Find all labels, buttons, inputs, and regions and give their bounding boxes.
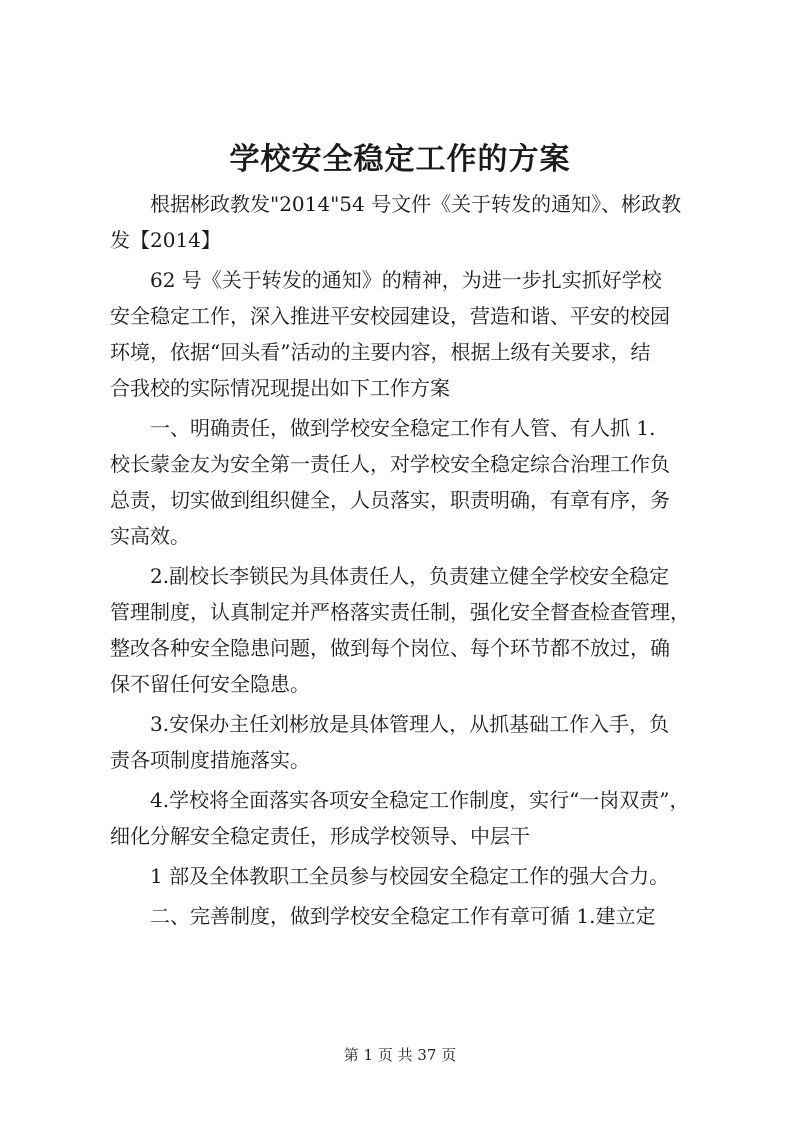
text-line: 发【2014】	[110, 228, 221, 252]
paragraph	[110, 782, 706, 854]
text-line: 3.安保办主任刘彬放是具体管理人，从抓基础工作入手，负	[150, 712, 670, 736]
page-number-footer: 第 1 页 共 37 页	[343, 1046, 457, 1064]
text-line: 责各项制度措施落实。	[110, 748, 310, 772]
text-line: 管理制度，认真制定并严格落实责任制，强化安全督查检查管理，	[110, 600, 690, 624]
text-line: 2.副校长李锁民为具体责任人，负责建立健全学校安全稳定	[150, 564, 670, 588]
paragraph	[110, 262, 706, 406]
text-line: 62 号《关于转发的通知》的精神，为进一步扎实抓好学校	[150, 268, 662, 292]
document-body	[110, 186, 706, 934]
paragraph	[110, 186, 706, 258]
text-line: 校长蒙金友为安全第一责任人，对学校安全稳定综合治理工作负	[110, 452, 670, 476]
text-line: 环境，依据“回头看”活动的主要内容，根据上级有关要求，结	[110, 340, 651, 364]
paragraph	[110, 898, 706, 934]
text-line: 二、完善制度，做到学校安全稳定工作有章可循 1.建立定	[150, 904, 656, 928]
text-line: 4.学校将全面落实各项安全稳定工作制度，实行“一岗双责”，	[150, 788, 690, 812]
text-line: 合我校的实际情况现提出如下工作方案	[110, 376, 450, 400]
text-line: 一、明确责任，做到学校安全稳定工作有人管、有人抓 1.	[150, 416, 656, 440]
paragraph	[110, 410, 706, 554]
text-line: 保不留任何安全隐患。	[110, 672, 310, 696]
text-line: 实高效。	[110, 524, 190, 548]
document-title: 学校安全稳定工作的方案	[229, 142, 571, 177]
text-line: 总责，切实做到组织健全，人员落实，职责明确，有章有序，务	[110, 488, 670, 512]
text-line: 安全稳定工作，深入推进平安校园建设，营造和谐、平安的校园	[110, 304, 670, 328]
paragraph	[110, 558, 706, 702]
text-line: 细化分解安全稳定责任，形成学校领导、中层干	[110, 824, 530, 848]
text-line: 整改各种安全隐患问题，做到每个岗位、每个环节都不放过，确	[110, 636, 670, 660]
text-line: 1 部及全体教职工全员参与校园安全稳定工作的强大合力。	[150, 864, 670, 888]
paragraph	[110, 706, 706, 778]
paragraph	[110, 858, 706, 894]
text-line: 根据彬政教发"2014"54 号文件《关于转发的通知》、彬政教	[150, 192, 682, 216]
